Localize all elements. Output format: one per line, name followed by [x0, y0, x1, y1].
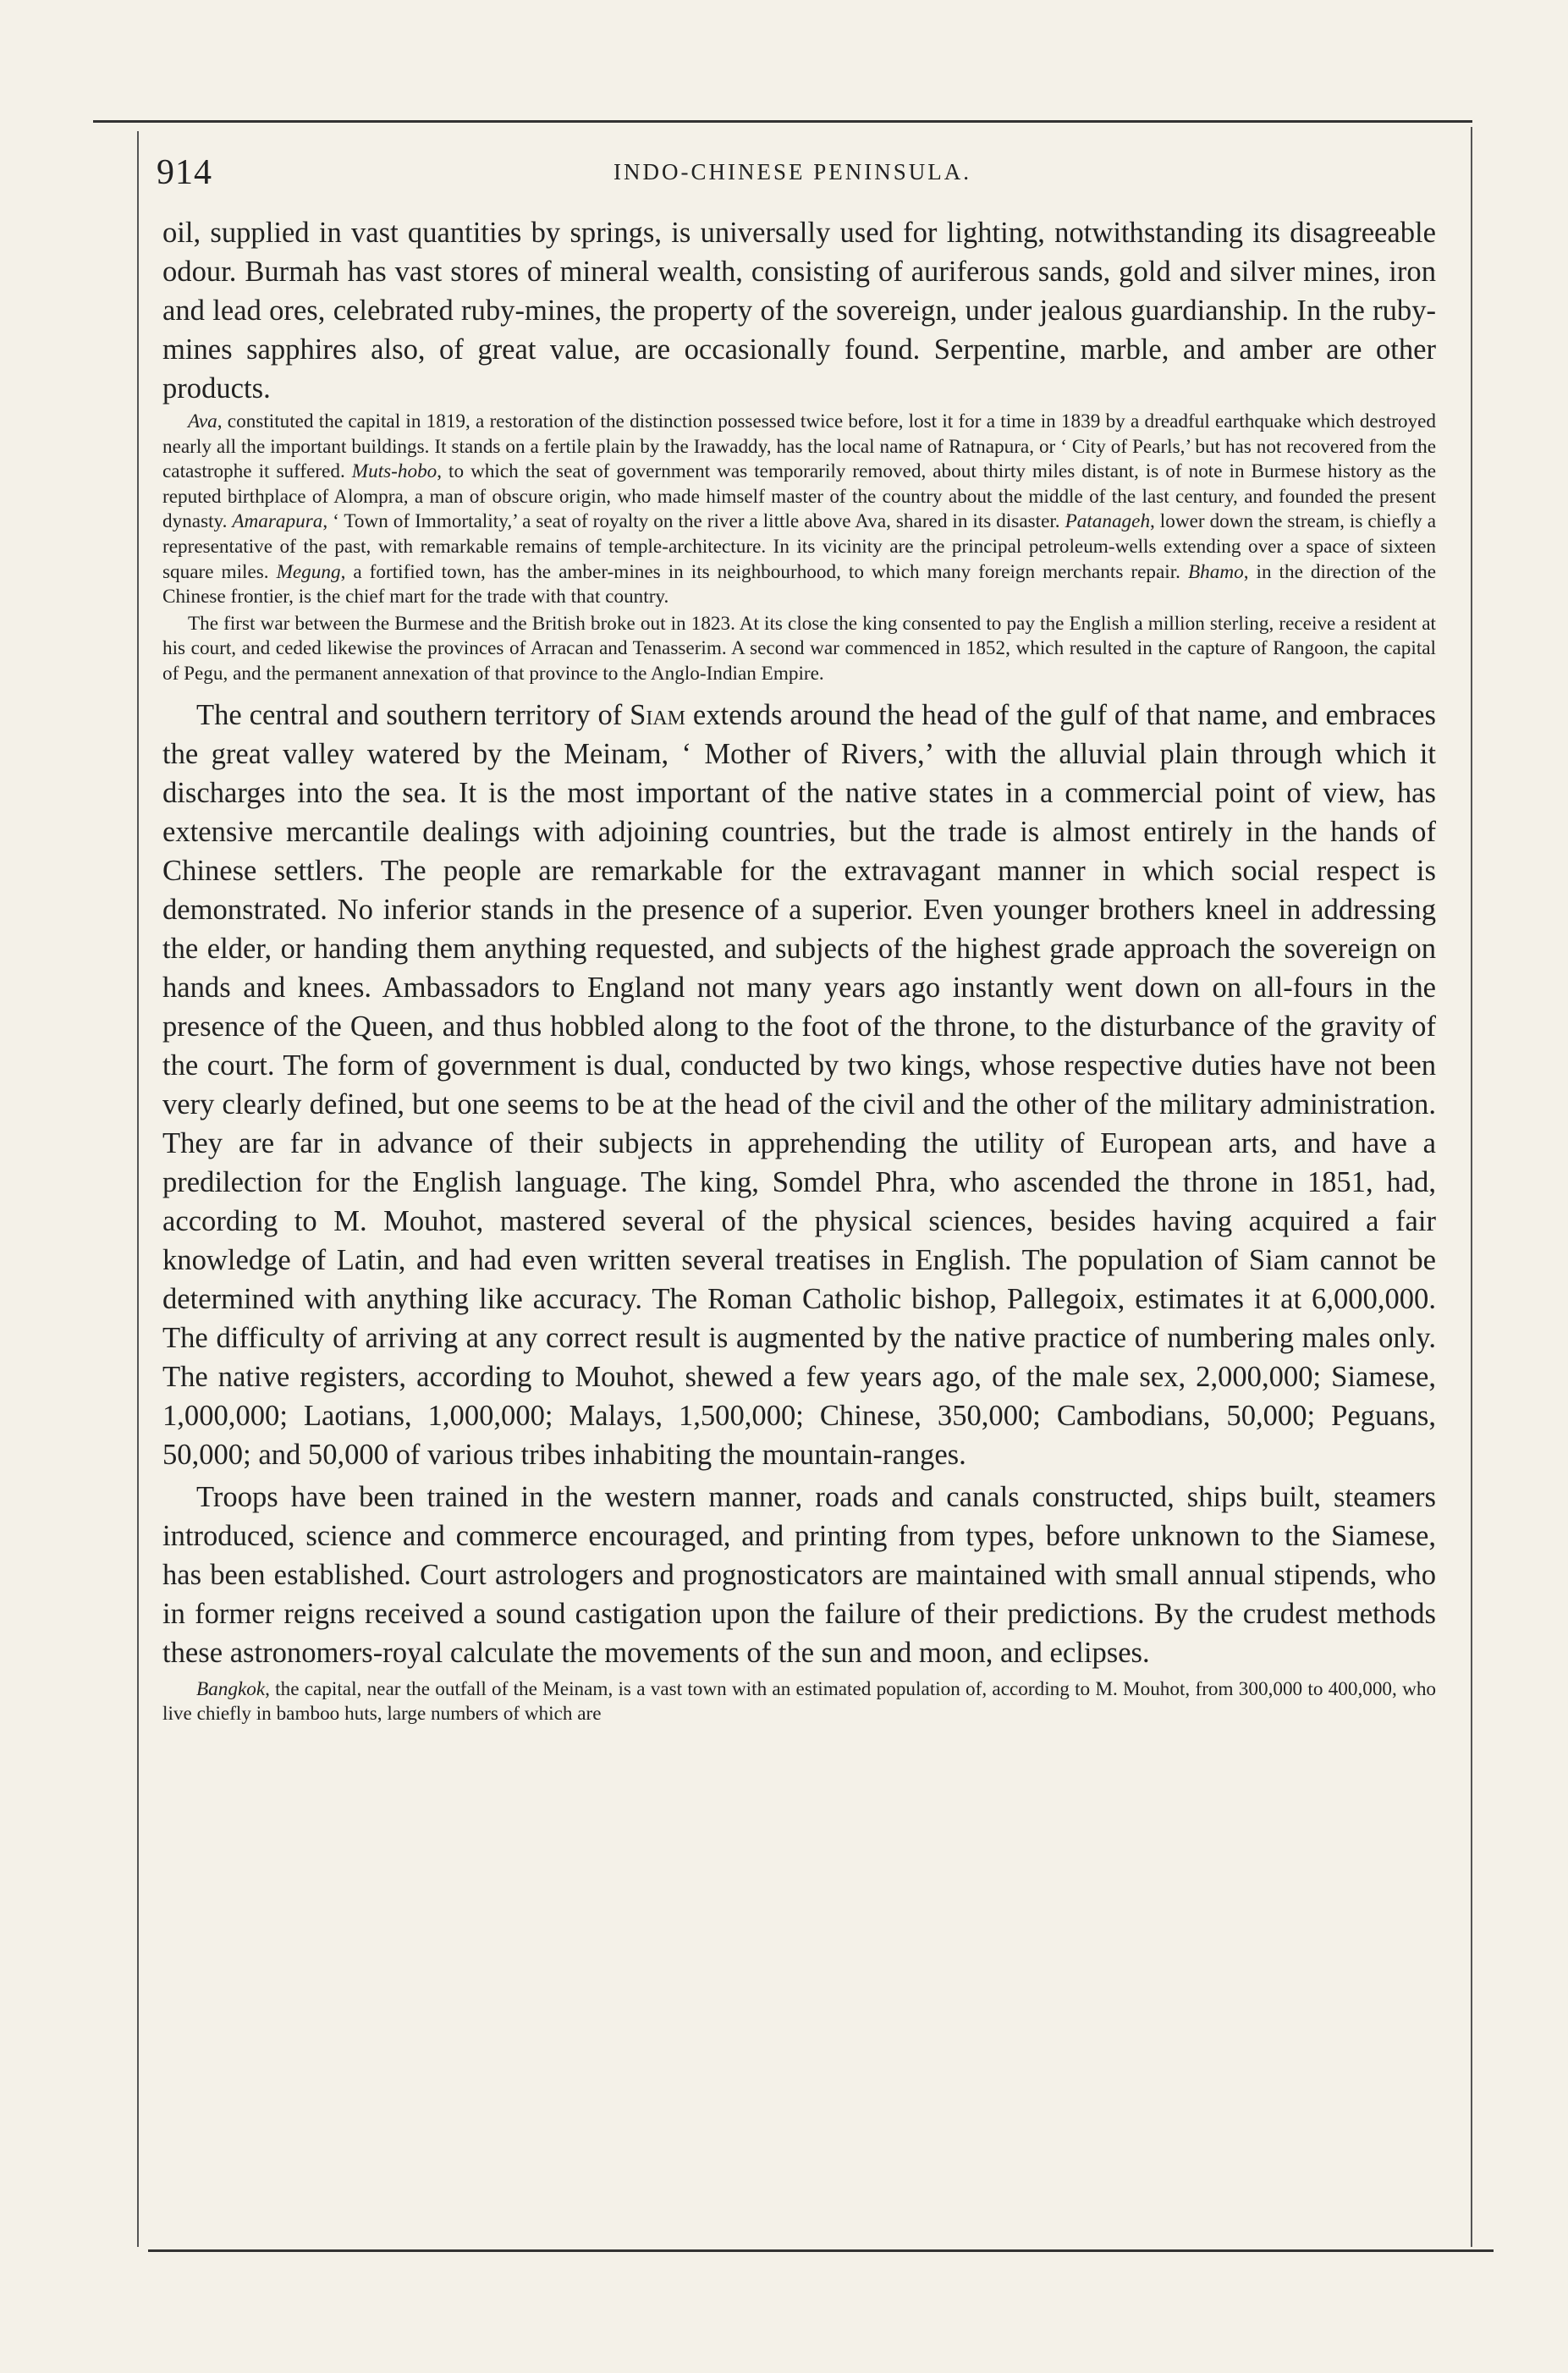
- place-name: Bhamo: [1188, 560, 1244, 583]
- place-name: Bangkok: [196, 1677, 266, 1700]
- siam-heading: Siam: [630, 698, 686, 731]
- left-margin-line: [137, 131, 139, 2247]
- paragraph-burmah-minerals: oil, supplied in vast quantities by springs, is universally used for lighting, notwithstanding its disagreeable odour. Burmah has vast stores of mineral wealth, consisting of auriferous sands, gold and silver mines, iron and lead ores, celebrated ruby-mines, the property of the sovereign, under jealous guardianship. In the ruby-mines sapphires also, of great value, are occasionally found. Serpentine, marble, and amber are other products.: [162, 217, 1436, 405]
- page-body: [162, 213, 1436, 1727]
- note-text: , lower down the stream, is chiefly a representative of the past, with remarkable remains of temple-architecture. In its vicinity are the principal petroleum-wells extending over a space of sixteen square miles.: [162, 510, 1436, 583]
- page-number: 914: [157, 153, 212, 192]
- note-text: , in the direction of the Chinese frontier, is the chief mart for the trade with that country.: [162, 560, 1436, 608]
- paragraph-troops: Troops have been trained in the western manner, roads and canals constructed, ships built, steamers introduced, science and commerce encouraged, and printing from types, before unknown to the Siamese, has been established. Court astrologers and prognosticators are maintained with small annual stipends, who in former reigns received a sound castigation upon the failure of their predictions. By the crudest methods these astronomers-royal calculate the movements of the sun and moon, and eclipses.: [162, 1480, 1436, 1669]
- running-head: INDO-CHINESE PENINSULA.: [613, 159, 971, 184]
- note-bangkok: [162, 1677, 1436, 1727]
- siam-text-body: extends around the head of the gulf of that name, and embraces the great valley watered by the Meinam, ‘ Mother of Rivers,’ with the alluvial plain through which it discharges into the sea. It is the most important of the native states in a commercial point of view, has extensive mercantile dealings with adjoining countries, but the trade is almost entirely in the hands of Chinese settlers. The people are remarkable for the extravagant manner in which social respect is demonstrated. No inferior stands in the presence of a superior. Even younger brothers kneel in addressing the elder, or handing them anything requested, and subjects of the highest grade approach the sovereign on hands and knees. Ambassadors to England not many years ago instantly went down on all-fours in the presence of the Queen, and thus hobbled along to the foot of the throne, to the disturbance of the gravity of the court. The form of government is dual, conducted by two kings, whose respective duties have not been very clearly defined, but one seems to be at the head of the civil and the other of the military administration. They are far in advance of their subjects in apprehending the utility of European arts, and have a predilection for the English language. The king, Somdel Phra, who ascended the throne in 1851, had, according to M. Mouhot, mastered several of the physical sciences, besides having acquired a fair knowledge of Latin, and had even written several treatises in English. The population of Siam cannot be determined with anything like accuracy. The Roman Catholic bishop, Pallegoix, estimates it at 6,000,000. The difficulty of arriving at any correct result is augmented by the native practice of numbering males only. The native registers, according to Mouhot, shewed a few years ago, of the male sex, 2,000,000; Siamese, 1,000,000; Laotians, 1,000,000; Malays, 1,500,000; Chinese, 350,000; Cambodians, 50,000; Peguans, 50,000; and 50,000 of various tribes inhabiting the mountain-ranges.: [162, 698, 1436, 1471]
- place-name: Amarapura: [232, 510, 323, 533]
- siam-text-intro: The central and southern territory of: [196, 698, 630, 731]
- note-text: , constituted the capital in 1819, a restoration of the distinction possessed twice before, lost it for a time in 1839 by a dreadful earthquake which destroyed nearly all the important buildings. It stands on a fertile plain by the Irawaddy, has the local name of Ratnapura, or ‘ City of Pearls,’ but has not recovered from the catastrophe it suffered.: [162, 410, 1436, 483]
- paragraph-siam: [162, 696, 1436, 1474]
- place-name: Megung: [276, 560, 341, 583]
- place-name: Patanageh: [1065, 510, 1151, 533]
- note-text: , the capital, near the outfall of the Meinam, is a vast town with an estimated population of, according to M. Mouhot, from 300,000 to 400,000, who live chiefly in bamboo huts, large numbers of which are: [162, 1677, 1436, 1726]
- bottom-rule: [148, 2249, 1494, 2252]
- top-rule: [93, 120, 1472, 123]
- right-margin-line: [1471, 127, 1472, 2247]
- note-text: , a fortified town, has the amber-mines in its neighbourhood, to which many foreign merchants repair.: [340, 560, 1188, 583]
- note-burmese-wars: The first war between the Burmese and the British broke out in 1823. At its close the king consented to pay the English a million sterling, receive a resident at his court, and ceded likewise the provinces of Arracan and Tenasserim. A second war commenced in 1852, which resulted in the capture of Rangoon, the capital of Pegu, and the permanent annexation of that province to the Anglo-Indian Empire.: [162, 612, 1436, 685]
- note-ava: [162, 410, 1436, 610]
- page-header: [157, 152, 1443, 195]
- note-text: , ‘ Town of Immortality,’ a seat of royalty on the river a little above Ava, shared in its disaster.: [322, 510, 1065, 533]
- place-name: Ava: [188, 410, 217, 432]
- place-name: Muts-hobo: [351, 460, 437, 483]
- note-text: , to which the seat of government was temporarily removed, about thirty miles distant, is of note in Burmese history as the reputed birthplace of Alompra, a man of obscure origin, who made himself master of the country about the middle of the last century, and founded the present dynasty.: [162, 460, 1436, 533]
